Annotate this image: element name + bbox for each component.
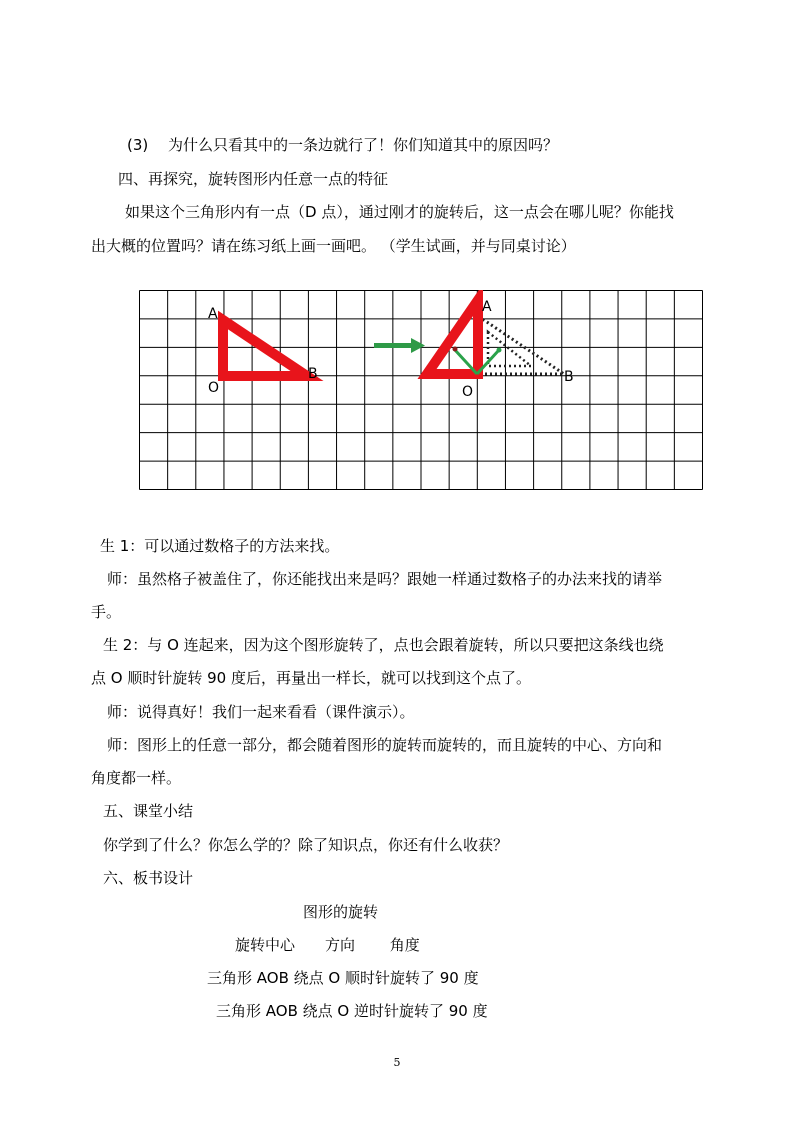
point-d (453, 347, 458, 352)
paragraph-d-point-2: 出大概的位置吗？请在练习纸上画一画吧。 （学生试画，并与同桌讨论） (91, 237, 576, 255)
triangle-aob-rotated (427, 300, 478, 374)
teacher-1-a: 师：虽然格子被盖住了，你还能找出来是吗？跟她一样通过数格子的办法来找的请举 (107, 570, 663, 588)
rotation-grid-figure (139, 290, 703, 490)
label-b-left: B (308, 366, 318, 382)
section-6-heading: 六、板书设计 (103, 869, 194, 887)
grid-svg (139, 290, 703, 490)
board-row-1: 旋转中心 方向 角度 (235, 936, 420, 954)
point-d-rotated (497, 348, 502, 353)
teacher-3-a: 师：图形上的任意一部分，都会随着图形的旋转而旋转的，而且旋转的中心、方向和 (107, 736, 663, 754)
label-a-left: A (208, 306, 218, 322)
student-1: 生 1：可以通过数格子的方法来找。 (100, 537, 340, 555)
student-2-a: 生 2：与 O 连起来，因为这个图形旋转了，点也会跟着旋转，所以只要把这条线也绕 (103, 636, 664, 654)
teacher-2: 师：说得真好！我们一起来看看（课件演示）。 (107, 703, 415, 721)
board-title: 图形的旋转 (303, 903, 379, 921)
summary-paragraph: 你学到了什么？你怎么学的？除了知识点，你还有什么收获？ (103, 836, 509, 854)
label-o-left: O (208, 380, 220, 396)
triangle-aob-original (223, 320, 307, 376)
board-row-3: 三角形 AOB 绕点 O 逆时针旋转了 90 度 (216, 1002, 488, 1020)
label-a-right: A (482, 299, 492, 315)
label-b-right: B (564, 369, 574, 385)
teacher-3-b: 角度都一样。 (91, 769, 182, 787)
arrow-icon (374, 338, 425, 353)
page-number: 5 (393, 1056, 401, 1069)
section-5-heading: 五、课堂小结 (103, 802, 194, 820)
board-row-2: 三角形 AOB 绕点 O 顺时针旋转了 90 度 (207, 969, 479, 987)
label-o-right: O (462, 384, 474, 400)
student-2-b: 点 O 顺时针旋转 90 度后，再量出一样长，就可以找到这个点了。 (91, 669, 531, 687)
section-4-heading: 四、再探究，旋转图形内任意一点的特征 (118, 170, 389, 188)
teacher-1-b: 手。 (91, 603, 122, 621)
question-3: (3) 为什么只看其中的一条边就行了！你们知道其中的原因吗？ (127, 136, 559, 154)
paragraph-d-point-1: 如果这个三角形内有一点（D 点），通过刚才的旋转后，这一点会在哪儿呢？你能找 (125, 203, 674, 221)
